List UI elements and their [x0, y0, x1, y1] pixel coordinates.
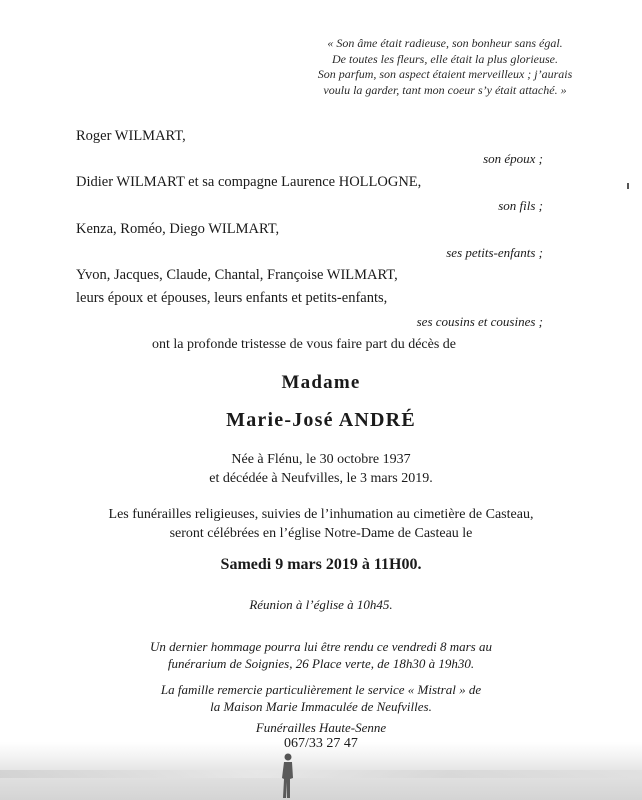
family-name-line: Roger WILMART,: [76, 128, 186, 144]
birth-date: Née à Flénu, le 30 octobre 1937: [231, 452, 411, 467]
scan-mark: [627, 183, 629, 189]
homage-line: funérarium de Soignies, 26 Place verte, de 18h30 à 19h30.: [167, 656, 475, 671]
family-relation: ses petits-enfants ;: [446, 245, 543, 260]
homage-line: Un dernier hommage pourra lui être rendu ce vendredi 8 mars au: [150, 639, 492, 654]
quote-line: De toutes les fleurs, elle était la plus glorieuse.: [332, 51, 558, 66]
quote-line: « Son âme était radieuse, son bonheur sans égal.: [327, 36, 563, 50]
shoreline: [0, 770, 642, 778]
thanks-line: La famille remercie particulièrement le service « Mistral » de: [160, 682, 482, 697]
thanks-line: la Maison Marie Immaculée de Neufvilles.: [210, 699, 432, 714]
ceremony-date: Samedi 9 mars 2019 à 11H00.: [220, 556, 422, 573]
walking-person-silhouette: [278, 752, 298, 800]
epigraph-quote: [300, 36, 590, 98]
funeral-home-name: Funérailles Haute-Senne: [255, 720, 387, 735]
deceased-title: Madame: [281, 372, 361, 393]
family-relation: son fils ;: [498, 198, 543, 213]
family-name-line: Didier WILMART et sa compagne Laurence HOLLOGNE,: [76, 174, 422, 190]
family-name-line: Yvon, Jacques, Claude, Chantal, Françoise WILMART,: [76, 267, 398, 283]
meeting-note: Réunion à l’église à 10h45.: [249, 597, 393, 612]
deceased-name: Marie-José ANDRÉ: [226, 409, 416, 431]
quote-line: voulu la garder, tant mon coeur s’y était attaché. »: [323, 82, 567, 97]
funeral-line: seront célébrées en l’église Notre-Dame de Casteau le: [169, 526, 473, 541]
funeral-line: Les funérailles religieuses, suivies de l’inhumation au cimetière de Casteau,: [108, 507, 534, 522]
announcement: ont la profonde tristesse de vous faire part du décès de: [152, 337, 457, 352]
family-relation: ses cousins et cousines ;: [416, 314, 543, 329]
family-relation: son époux ;: [483, 151, 543, 166]
family-name-line: Kenza, Roméo, Diego WILMART,: [76, 221, 280, 237]
family-name-line: leurs époux et épouses, leurs enfants et petits-enfants,: [76, 290, 388, 306]
quote-line: Son parfum, son aspect étaient merveilleux ; j’aurais: [317, 67, 573, 81]
funeral-home-phone: 067/33 27 47: [284, 736, 358, 751]
death-date: et décédée à Neufvilles, le 3 mars 2019.: [209, 471, 433, 486]
